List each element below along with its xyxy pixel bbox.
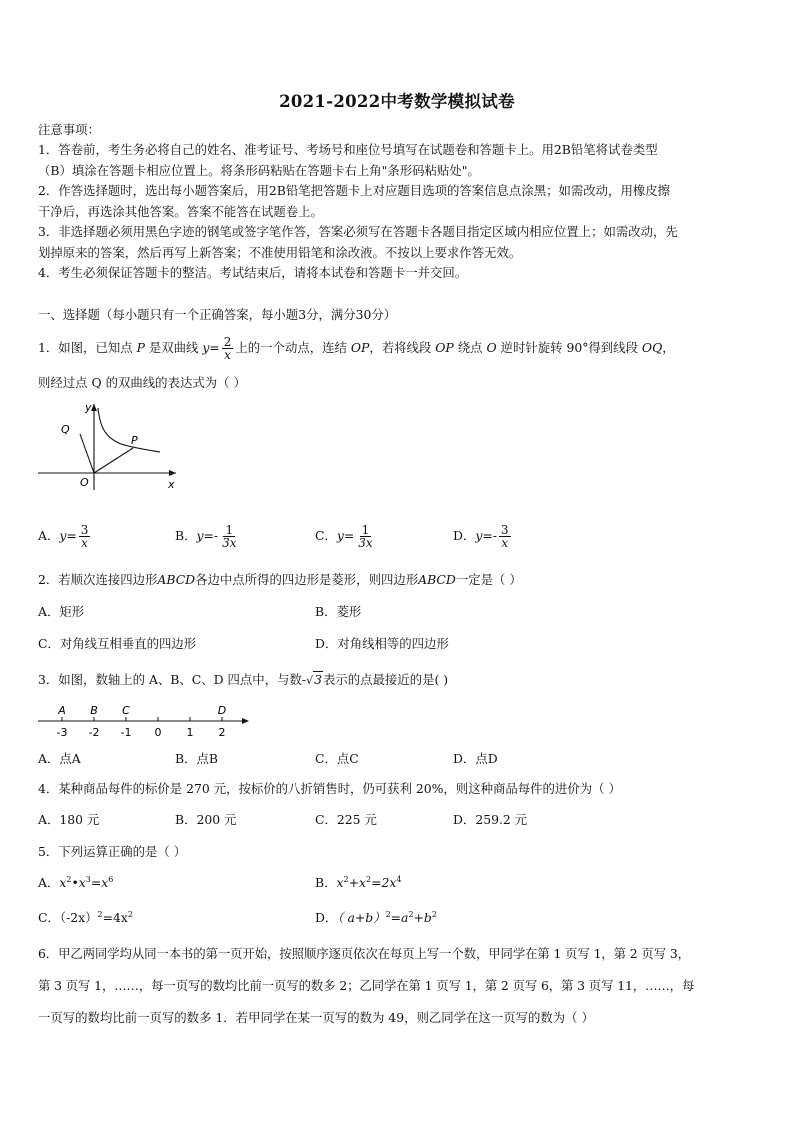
hyperbola-curve [98,408,160,452]
question-4-stem: 4．某种商品每件的标价是 270 元，按标价的八折销售时，仍可获利 20%，则这种商品每件的进价为（ ） [38,781,621,796]
question-3-stem: 3．如图，数轴上的 A、B、C、D 四点中，与数-√3表示的点最接近的是( ) [38,672,449,687]
section-heading: 一、选择题（每小题只有一个正确答案，每小题3分，满分30分） [38,307,397,322]
question-5-stem: 5．下列运算正确的是（ ） [38,844,187,859]
number-line-tick-label: -1 [120,726,132,739]
figure-label-q: Q [61,423,70,436]
y-axis-arrow [91,404,97,411]
option-d[interactable]: D．点D [453,751,498,766]
segment-oq [80,434,94,473]
figure-label-p: P [131,434,138,447]
option-c[interactable]: C．y= $\frac{1}{3x}$ [315,523,373,550]
notice-line: 划掉原来的答案，然后再写上新答案；不准使用铅笔和涂改液。不按以上要求作答无效。 [38,245,522,260]
x-axis-arrow [169,470,176,476]
option-a[interactable]: A．y= $\frac{3}{x}$ [38,523,89,550]
option-a[interactable]: A．点A [38,751,81,766]
option-c[interactable]: C．点C [315,751,359,766]
notice-line: 2．作答选择题时，选出每小题答案后，用2B铅笔把答题卡上对应题目选项的答案信息点涂黑；如需改动，用橡皮擦 [38,183,671,198]
option-c[interactable]: C．对角线互相垂直的四边形 [38,636,197,651]
number-line-tick-label: -2 [88,726,100,739]
option-d[interactable]: D．259.2 元 [453,812,528,827]
option-b[interactable]: B．y=- $\frac{1}{3x}$ [175,523,237,550]
question-6-line: 一页写的数均比前一页写的数多 1．若甲同学在某一页写的数为 49，则乙同学在这一页写的数为（ ） [38,1010,594,1025]
figure-label-y: y [85,401,92,414]
number-line-point-label: B [90,704,98,717]
figure-label-x: x [168,478,175,491]
option-b[interactable]: B．$x^2+x^2=2x^4$ [315,874,402,890]
number-line-tick-label: -3 [56,726,68,739]
notice-line: 3．非选择题必须用黑色字迹的钢笔或签字笔作答，答案必须写在答题卡各题目指定区域内相应位置上；如需改动，先 [38,224,678,239]
option-d[interactable]: D．（ $a+b)^2=a^2+b^2$ [315,909,437,925]
option-a[interactable]: A．$x^2•x^3=x^6$ [38,874,114,890]
question-2-stem: 2．若顺次连接四边形ABCD各边中点所得的四边形是菱形，则四边形ABCD一定是（ ） [38,572,522,587]
option-b[interactable]: B．点B [175,751,218,766]
number-line-arrow [242,718,249,724]
number-line-point-label: D [217,704,227,717]
notice-line: 1．答卷前，考生务必将自己的姓名、准考证号、考场号和座位号填写在试题卷和答题卡上。用2B铅笔将试卷类型 [38,142,658,157]
option-d[interactable]: D．对角线相等的四边形 [315,636,449,651]
option-c[interactable]: C．225 元 [315,812,377,827]
option-c[interactable]: C．$(-2x)^2=4x^2$ [38,909,133,925]
number-line-tick-label: 1 [186,726,194,739]
notice-line: 干净后，再选涂其他答案。答案不能答在试题卷上。 [38,204,323,219]
number-line-point-label: C [122,704,130,717]
page-title: 2021-2022中考数学模拟试卷 [279,92,515,111]
hyperbola-figure [36,398,186,494]
question-1-stem: 1．如图，已知点 P 是双曲线 y= $\frac{2}{x}$ 上的一个动点，连结 OP，若将线段 OP 绕点 O 逆时针旋转 90°得到线段 OQ， [38,335,675,362]
option-d[interactable]: D．y=- $\frac{3}{x}$ [453,523,509,550]
notice-line: 4．考生必须保证答题卡的整洁。考试结束后，请将本试卷和答题卡一并交回。 [38,265,468,280]
option-b[interactable]: B．菱形 [315,604,362,619]
number-line [36,702,252,742]
segment-op [94,448,133,473]
question-1-line2: 则经过点 Q 的双曲线的表达式为（ ） [38,375,246,390]
option-a[interactable]: A．180 元 [38,812,100,827]
number-line-tick-label: 2 [218,726,226,739]
option-a[interactable]: A．矩形 [38,604,85,619]
number-line-tick-label: 0 [154,726,162,739]
option-b[interactable]: B．200 元 [175,812,237,827]
fraction: $\frac{2}{x}$ [223,335,232,362]
notice-heading: 注意事项： [38,122,100,137]
question-6-line: 第 3 页写 1，……，每一页写的数均比前一页写的数多 2；乙同学在第 1 页写 1，第 2 页写 6，第 3 页写 11，……，每 [38,978,695,993]
question-6-line: 6．甲乙两同学均从同一本书的第一页开始，按照顺序逐页依次在每页上写一个数，甲同学在第 1 页写 1，第 2 页写 3， [38,946,690,961]
number-line-point-label: A [58,704,66,717]
figure-label-o: O [80,476,89,489]
notice-line: （B）填涂在答题卡相应位置上。将条形码粘贴在答题卡右上角"条形码粘贴处"。 [38,163,480,178]
